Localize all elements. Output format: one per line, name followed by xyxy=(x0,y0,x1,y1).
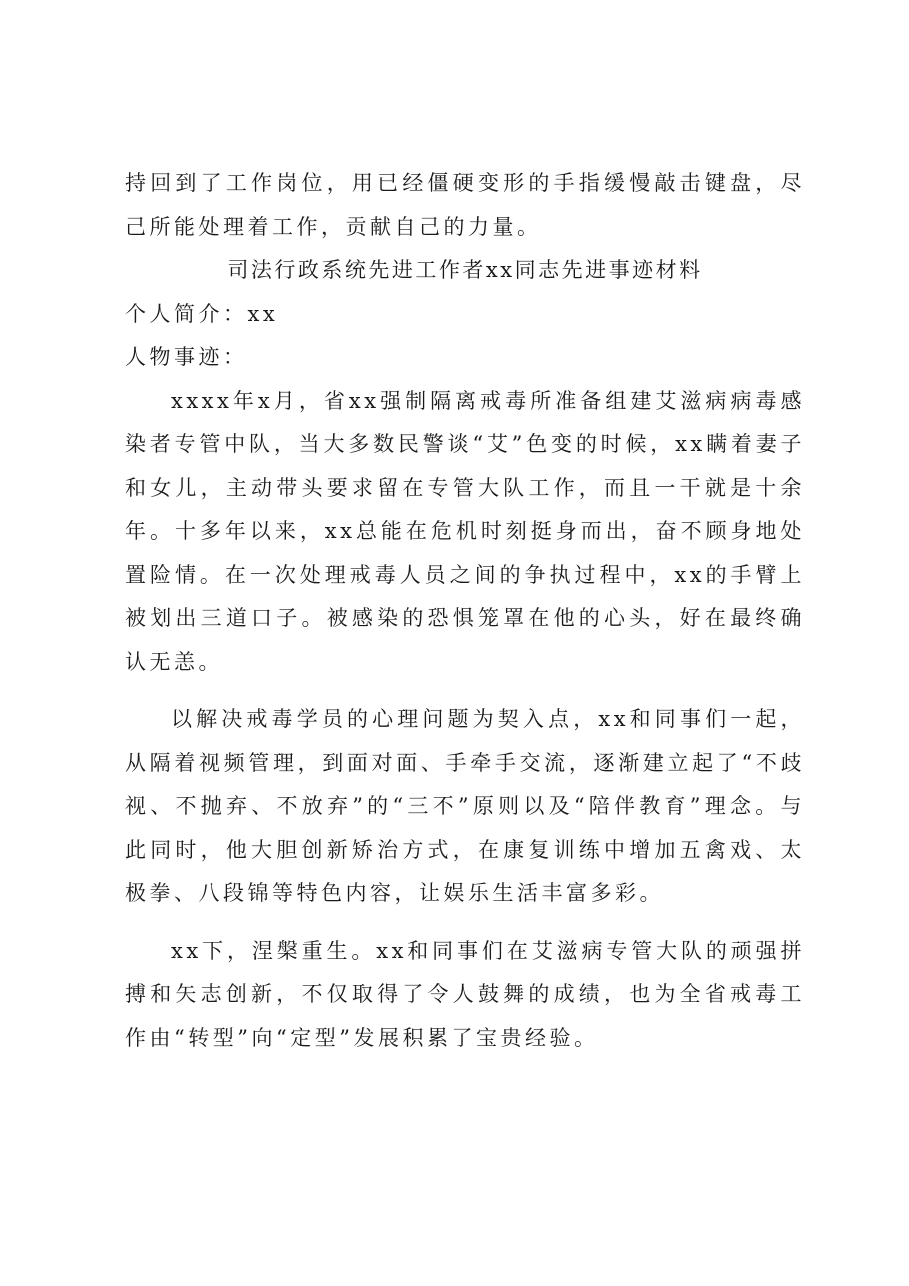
deeds-label: 人物事迹： xyxy=(125,345,248,369)
continuation-paragraph: 持回到了工作岗位，用已经僵硬变形的手指缓慢敲击键盘，尽己所能处理着工作，贡献自己的力量。 xyxy=(125,171,805,239)
body-paragraph-2: 以解决戒毒学员的心理问题为契入点，xx和同事们一起，从隔着视频管理，到面对面、手牵手交流，逐渐建立起了“不歧视、不抛弃、不放弃”的“三不”原则以及“陪伴教育”理念。与此同时，他大胆创新矫治方式，在康复训练中增加五禽戏、太极拳、八段锦等特色内容，让娱乐生活丰富多彩。 xyxy=(125,707,805,905)
body-paragraph-3: xx下，涅槃重生。xx和同事们在艾滋病专管大队的顽强拼搏和矢志创新，不仅取得了令人鼓舞的成绩，也为全省戒毒工作由“转型”向“定型”发展积累了宝贵经验。 xyxy=(125,938,805,1050)
document-title: 司法行政系统先进工作者xx同志先进事迹材料 xyxy=(227,258,703,282)
body-paragraph-1: xxxx年x月，省xx强制隔离戒毒所准备组建艾滋病病毒感染者专管中队，当大多数民警谈“艾”色变的时候，xx瞒着妻子和女儿，主动带头要求留在专管大队工作，而且一干就是十余年。十多年以来，xx总能在危机时刻挺身而出，奋不顾身地处置险情。在一次处理戒毒人员之间的争执过程中，xx的手臂上被划出三道口子。被感染的恐惧笼罩在他的心头，好在最终确认无恙。 xyxy=(125,388,805,674)
intro-label: 个人简介：xx xyxy=(125,301,279,326)
document-body xyxy=(125,162,805,1060)
